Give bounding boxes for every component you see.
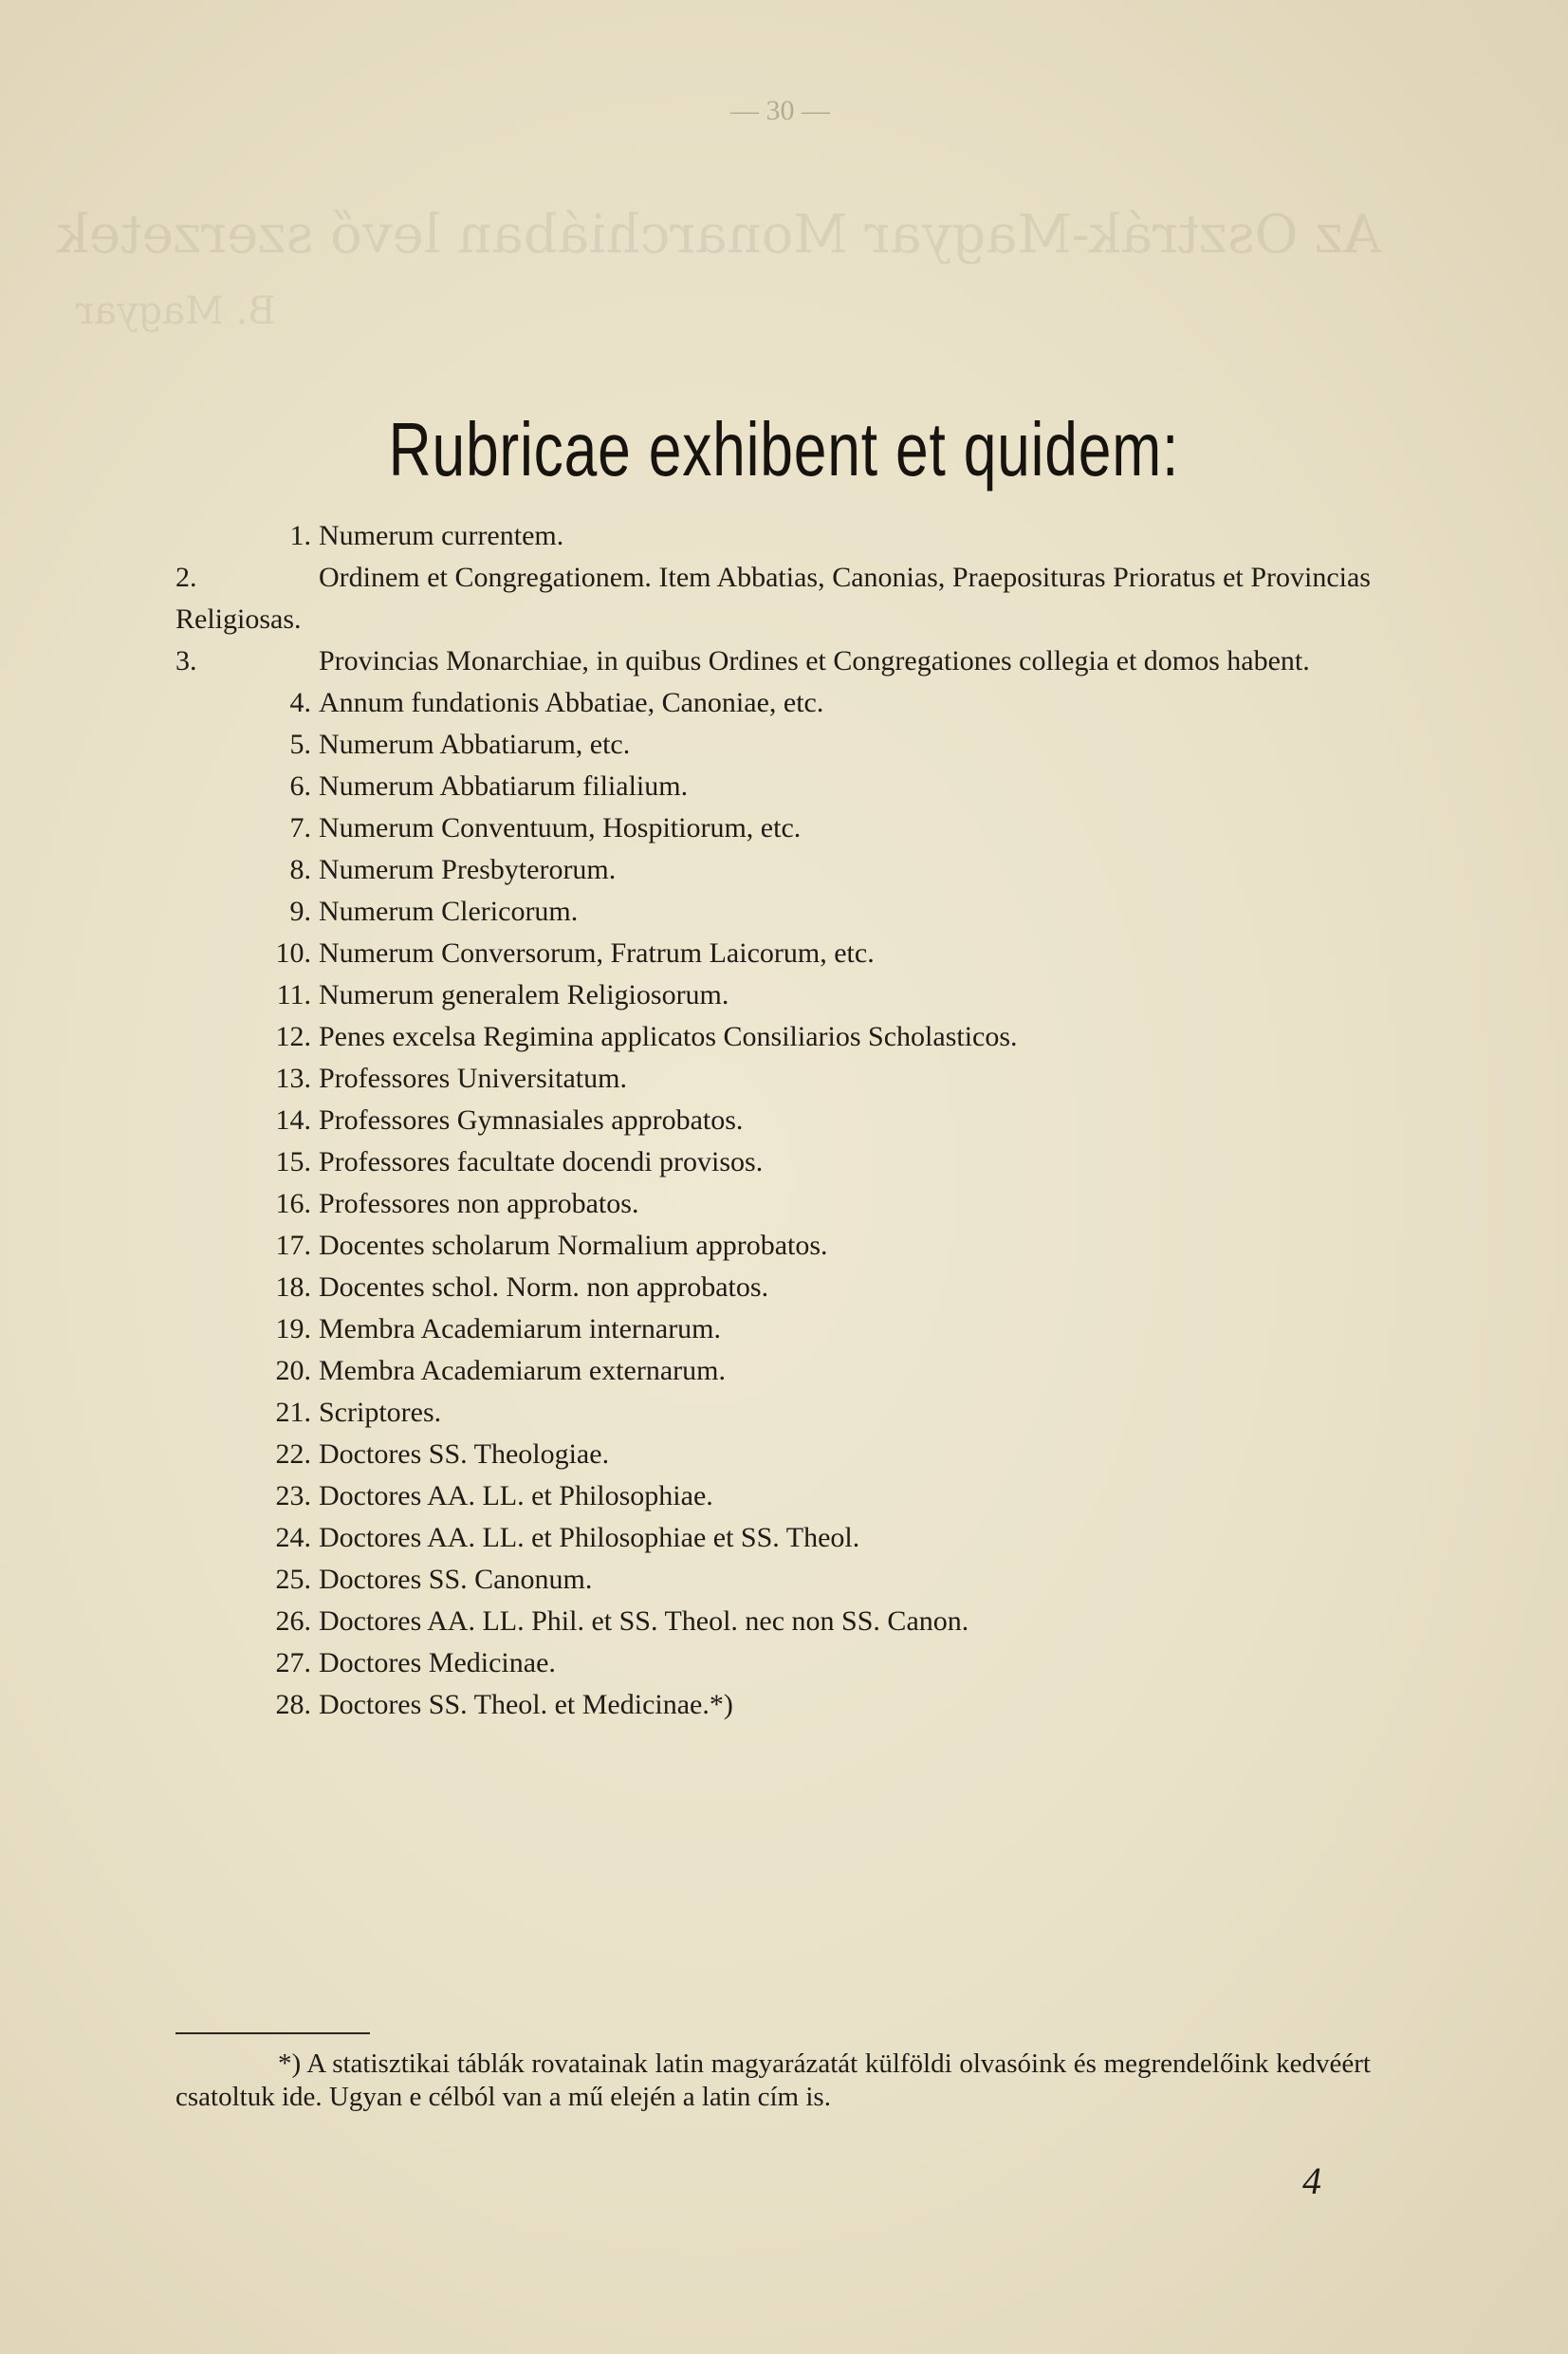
item-text: Numerum generalem Religiosorum.	[319, 979, 729, 1010]
item-text: Doctores AA. LL. et Philosophiae.	[319, 1480, 713, 1511]
item-text: Scriptores.	[319, 1397, 442, 1428]
item-text: Provincias Monarchiae, in quibus Ordines et Congregationes collegia et domos habent.	[319, 645, 1310, 677]
item-text: Doctores Medicinae.	[319, 1647, 556, 1678]
list-item	[175, 1642, 1371, 1684]
item-number: 11.	[276, 979, 311, 1010]
list-item	[175, 515, 1371, 557]
item-number: 9.	[289, 896, 311, 927]
rubric-list	[175, 515, 1371, 1726]
item-text: Numerum Clericorum.	[319, 896, 579, 927]
list-item	[175, 724, 1371, 766]
list-item	[175, 1475, 1371, 1517]
item-text: Professores Gymnasiales approbatos.	[319, 1104, 744, 1136]
list-item	[175, 1684, 1371, 1726]
item-number: 24.	[275, 1522, 311, 1553]
item-number: 1.	[289, 520, 311, 551]
item-number: 19.	[275, 1313, 311, 1344]
item-number: 21.	[275, 1397, 311, 1428]
item-number: 4.	[289, 687, 311, 718]
item-number: 23.	[275, 1480, 311, 1511]
item-text: Numerum Conversorum, Fratrum Laicorum, etc.	[319, 937, 875, 969]
list-item	[175, 1350, 1371, 1392]
list-item	[175, 1559, 1371, 1601]
show-through-subheading: B. Magyar	[76, 289, 276, 333]
list-item	[175, 682, 1371, 724]
item-text: Numerum Presbyterorum.	[319, 854, 617, 885]
item-number: 22.	[275, 1438, 311, 1470]
list-item	[175, 891, 1371, 933]
item-text: Numerum currentem.	[319, 520, 564, 551]
item-number: 14.	[275, 1104, 311, 1136]
item-number: 10.	[275, 937, 311, 969]
item-text: Ordinem et Congregationem. Item Abbatias, Canonias, Praeposituras Prioratus et Provincias Religiosas.	[175, 562, 1371, 635]
item-text: Professores non approbatos.	[319, 1188, 639, 1219]
top-page-number: — 30 —	[730, 95, 830, 126]
item-text: Doctores SS. Theologiae.	[319, 1438, 610, 1470]
item-number: 26.	[275, 1605, 311, 1637]
list-item	[175, 1100, 1371, 1141]
item-number: 6.	[289, 770, 311, 802]
list-item	[175, 1392, 1371, 1434]
item-number: 18.	[275, 1271, 311, 1303]
list-item: 3. Provincias Monarchiae, in quibus Ordines et Congregationes collegia et domos habent.	[175, 645, 1310, 677]
footnote: *) A statisztikai táblák rovatainak latin magyarázatát külföldi olvasóink és megrendelőink kedvéért csatoltuk ide. Ugyan e célból van a mű elején a latin cím is.	[175, 2048, 1371, 2112]
list-item	[175, 766, 1371, 807]
item-text: Professores Universitatum.	[319, 1063, 627, 1094]
item-number: 25.	[275, 1564, 311, 1595]
page-title: Rubricae exhibent et quidem:	[388, 407, 1180, 491]
item-number: 15.	[275, 1146, 311, 1177]
item-text: Doctores SS. Canonum.	[319, 1564, 593, 1595]
item-text: Docentes scholarum Normalium approbatos.	[319, 1230, 828, 1261]
item-text: Doctores AA. LL. Phil. et SS. Theol. nec non SS. Canon.	[319, 1605, 969, 1637]
item-number: 28.	[275, 1689, 311, 1720]
item-number: 12.	[275, 1021, 311, 1052]
list-item	[175, 1058, 1371, 1100]
show-through-heading: Az Osztrák-Magyar Monarchiában levő szerzetek	[57, 204, 1382, 266]
footnote-rule	[175, 2032, 370, 2034]
item-text: Doctores SS. Theol. et Medicinae.*)	[319, 1689, 733, 1720]
item-text: Numerum Abbatiarum filialium.	[319, 770, 689, 802]
list-item	[175, 974, 1371, 1016]
item-number: 20.	[275, 1355, 311, 1386]
item-number: 7.	[289, 812, 311, 843]
item-number: 16.	[275, 1188, 311, 1219]
list-item	[175, 1434, 1371, 1475]
item-text: Penes excelsa Regimina applicatos Consiliarios Scholasticos.	[319, 1021, 1018, 1052]
list-item	[175, 1267, 1371, 1308]
item-number: 17.	[275, 1230, 311, 1261]
item-text: Numerum Conventuum, Hospitiorum, etc.	[319, 812, 802, 843]
page-number: 4	[1302, 2159, 1321, 2202]
item-number: 13.	[275, 1063, 311, 1094]
item-text: Docentes schol. Norm. non approbatos.	[319, 1271, 769, 1303]
item-text: Membra Academiarum internarum.	[319, 1313, 722, 1344]
list-item	[175, 1225, 1371, 1267]
item-text: Numerum Abbatiarum, etc.	[319, 729, 631, 760]
list-item: 2. Ordinem et Congregationem. Item Abbatias, Canonias, Praeposituras Prioratus et Provincias Religiosas.	[175, 562, 1371, 635]
list-item	[175, 1141, 1371, 1183]
item-text: Annum fundationis Abbatiae, Canoniae, etc.	[319, 687, 824, 718]
item-text: Professores facultate docendi provisos.	[319, 1146, 764, 1177]
list-item	[175, 1016, 1371, 1058]
list-item	[175, 807, 1371, 849]
item-number: 8.	[289, 854, 311, 885]
list-item	[175, 849, 1371, 891]
list-item	[175, 1183, 1371, 1225]
item-number: 27.	[275, 1647, 311, 1678]
list-item	[175, 933, 1371, 974]
list-item	[175, 1517, 1371, 1559]
list-item	[175, 1308, 1371, 1350]
item-number: 5.	[289, 729, 311, 760]
item-text: Membra Academiarum externarum.	[319, 1355, 726, 1386]
list-item	[175, 1601, 1371, 1642]
item-text: Doctores AA. LL. et Philosophiae et SS. Theol.	[319, 1522, 860, 1553]
